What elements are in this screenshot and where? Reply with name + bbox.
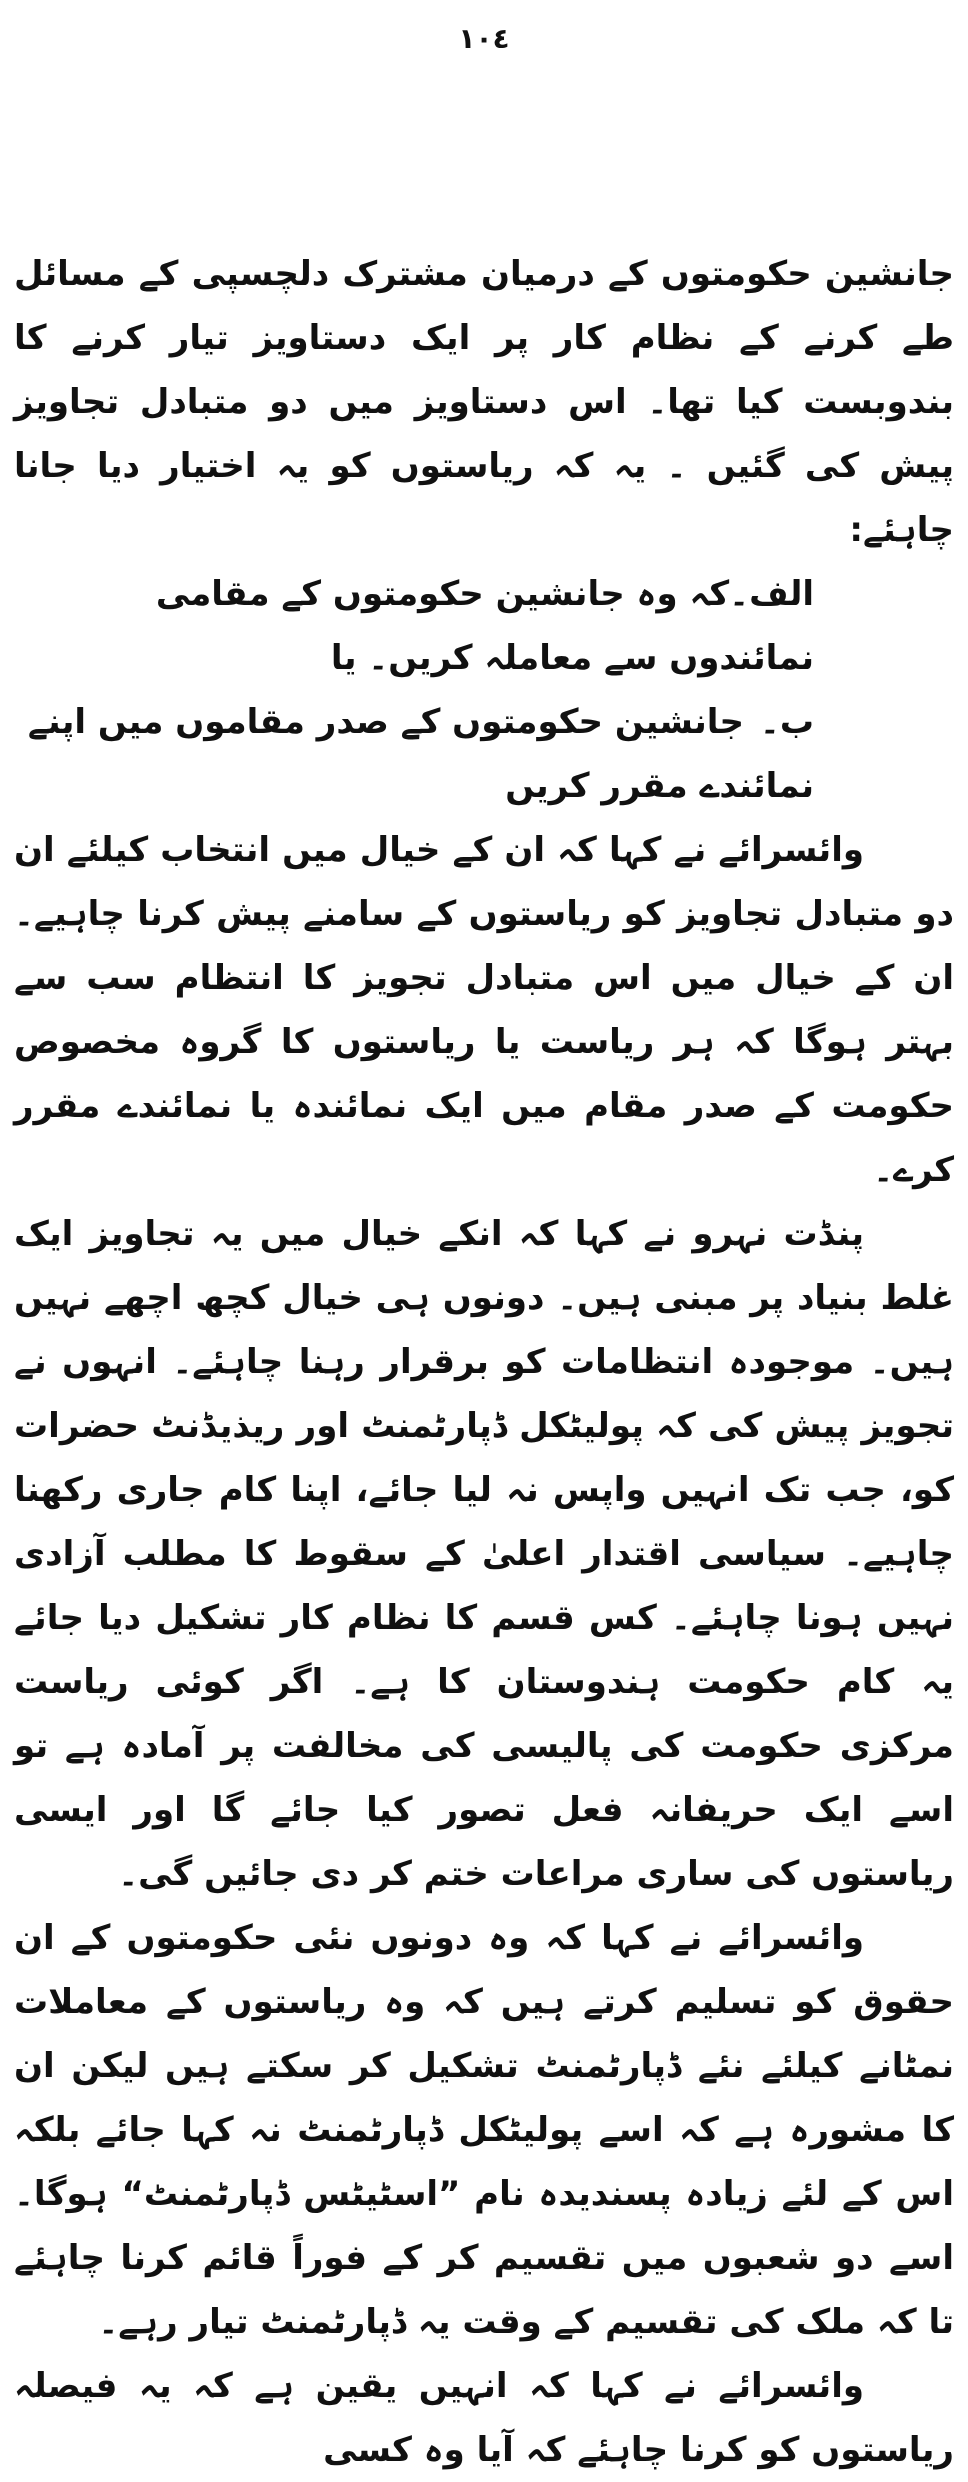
paragraph-viceroy-1: وائسرائے نے کہا کہ ان کے خیال میں انتخاب کیلئے ان دو متبادل تجاویز کو ریاستوں کے سامنے پیش کرنا چاہیے۔ ان کے خیال میں اس متبادل تجویز کا انتظام سب سے بہتر ہوگا کہ ہر ریاست یا ریاستوں کا گروہ مخصوص حکومت کے صدر مقام میں ایک نمائندہ یا نمائندے مقرر کرے۔ [14,830,954,1190]
body-text [14,242,954,2482]
option-marker: الف۔ [729,574,814,614]
option-text: جانشین حکومتوں کے صدر مقاموں میں اپنے نمائندے مقرر کریں [27,702,814,806]
option-be [14,690,954,818]
page-number: ١٠٤ [458,22,510,55]
paragraph-viceroy-3: وائسرائے نے کہا کہ انہیں یقین ہے کہ یہ فیصلہ ریاستوں کو کرنا چاہئے کہ آیا وہ کسی [14,2366,954,2470]
paragraph-intro: جانشین حکومتوں کے درمیان مشترک دلچسپی کے مسائل طے کرنے کے نظام کار پر ایک دستاویز تیار کرنے کا بندوبست کیا تھا۔ اس دستاویز میں دو متبادل تجاویز پیش کی گئیں ۔ یہ کہ ریاستوں کو یہ اختیار دیا جانا چاہئے: [14,254,954,550]
option-text: کہ وہ جانشین حکومتوں کے مقامی نمائندوں سے معاملہ کریں۔ یا [155,574,814,678]
paragraph-viceroy-2: وائسرائے نے کہا کہ وہ دونوں نئی حکومتوں کے ان حقوق کو تسلیم کرتے ہیں کہ وہ ریاستوں کے معاملات نمٹانے کیلئے نئے ڈپارٹمنٹ تشکیل کر سکتے ہیں لیکن ان کا مشورہ ہے کہ اسے پولیٹکل ڈپارٹمنٹ نہ کہا جائے بلکہ اس کے لئے زیادہ پسندیدہ نام ”اسٹیٹس ڈپارٹمنٹ“ ہوگا۔ اسے دو شعبوں میں تقسیم کر کے فوراً قائم کرنا چاہئے تا کہ ملک کی تقسیم کے وقت یہ ڈپارٹمنٹ تیار رہے۔ [14,1918,954,2342]
option-alif [14,562,954,690]
paragraph-nehru: پنڈت نہرو نے کہا کہ انکے خیال میں یہ تجاویز ایک غلط بنیاد پر مبنی ہیں۔ دونوں ہی خیال کچھ اچھے نہیں ہیں۔ موجودہ انتظامات کو برقرار رہنا چاہئے۔ انہوں نے تجویز پیش کی کہ پولیٹکل ڈپارٹمنٹ اور ریذیڈنٹ حضرات کو، جب تک انہیں واپس نہ لیا جائے، اپنا کام جاری رکھنا چاہیے۔ سیاسی اقتدار اعلیٰ کے سقوط کا مطلب آزادی نہیں ہونا چاہئے۔ کس قسم کا نظام کار تشکیل دیا جائے یہ کام حکومت ہندوستان کا ہے۔ اگر کوئی ریاست مرکزی حکومت کی پالیسی کی مخالفت پر آمادہ ہے تو اسے ایک حریفانہ فعل تصور کیا جائے گا اور ایسی ریاستوں کی ساری مراعات ختم کر دی جائیں گی۔ [14,1214,954,1894]
option-marker: ب۔ [759,702,814,742]
